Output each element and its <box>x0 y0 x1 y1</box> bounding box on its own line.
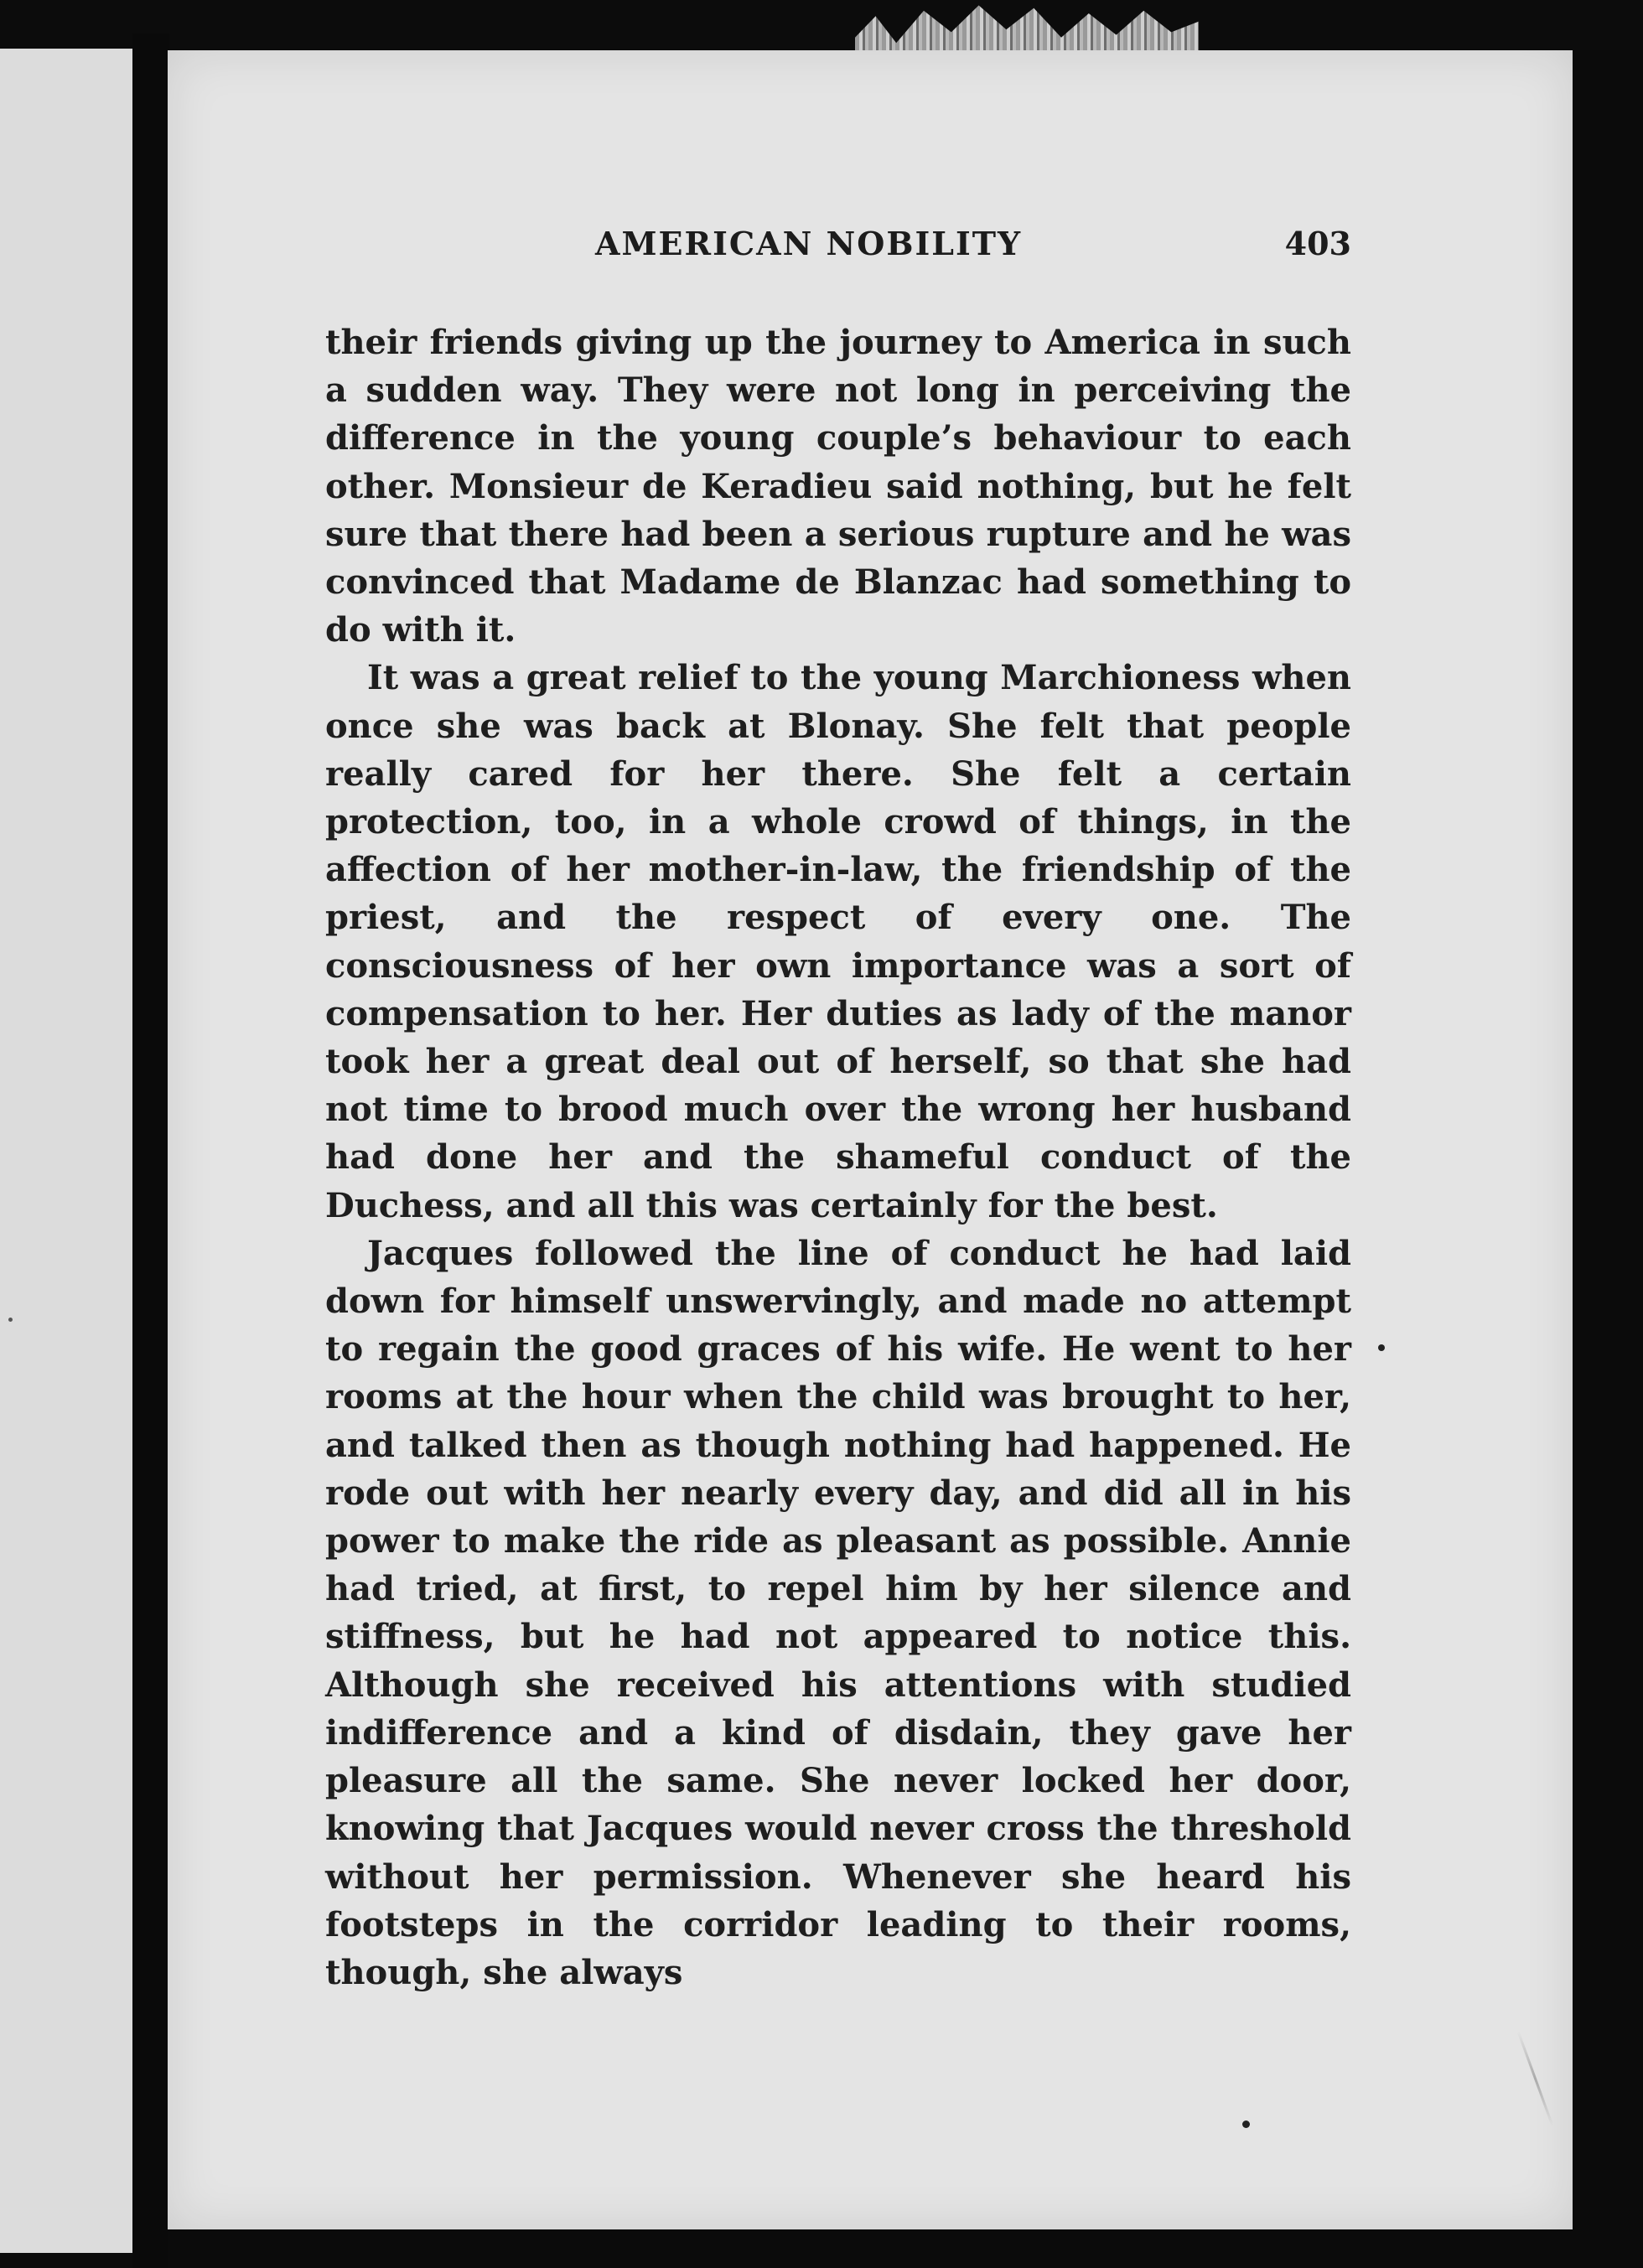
paragraph: It was a great relief to the young Marchioness when once she was back at Blonay. She felt that people really cared for her there. She felt a certain protection, too, in a whole crowd of things, in the affection of her mother-in-law, the friendship of the priest, and the respect of every one. The consciousness of her own importance was a sort of compensation to her. Her duties as lady of the manor took her a great deal out of herself, so that she had not time to brood much over the wrong her husband had done her and the shameful conduct of the Duchess, and all this was certainly for the best. <box>325 658 1351 1225</box>
page-right-margin <box>1573 50 1643 2268</box>
facing-page-edge <box>0 49 132 2253</box>
torn-paper-fragment <box>855 0 1199 54</box>
paragraph: Jacques followed the line of conduct he had laid down for himself unswervingly, and made no attempt to regain the good graces of his wife. He went to her rooms at the hour when the child was brought to her, and talked then as though nothing had happened. He rode out with her nearly every day, and did all in his power to make the ride as pleasant as possible. Annie had tried, at first, to repel him by her silence and stiffness, but he had not appeared to notice this. Although she received his attentions with studied indifference and a kind of disdain, they gave her pleasure all the same. She never locked her door, knowing that Jacques would never cross the threshold without her permission. Whenever she heard his footsteps in the corridor leading to their rooms, though, she always <box>325 1233 1351 1992</box>
page-bottom-margin <box>168 2229 1643 2268</box>
book-gutter <box>132 34 169 2268</box>
scan-speck <box>8 1318 13 1322</box>
scan-speck <box>1378 1344 1385 1351</box>
page-number: 403 <box>1284 225 1351 262</box>
scan-speck <box>1242 2120 1250 2128</box>
running-head <box>325 220 1351 270</box>
body-text <box>325 318 1351 1996</box>
running-head-title: AMERICAN NOBILITY <box>595 225 1023 262</box>
paragraph: their friends giving up the journey to America in such a sudden way. They were not long in perceiving the difference in the young couple’s behaviour to each other. Monsieur de Keradieu said nothing, but he felt sure that there had been a serious rupture and he was convinced that Madame de Blanzac had something to do with it. <box>325 323 1351 650</box>
